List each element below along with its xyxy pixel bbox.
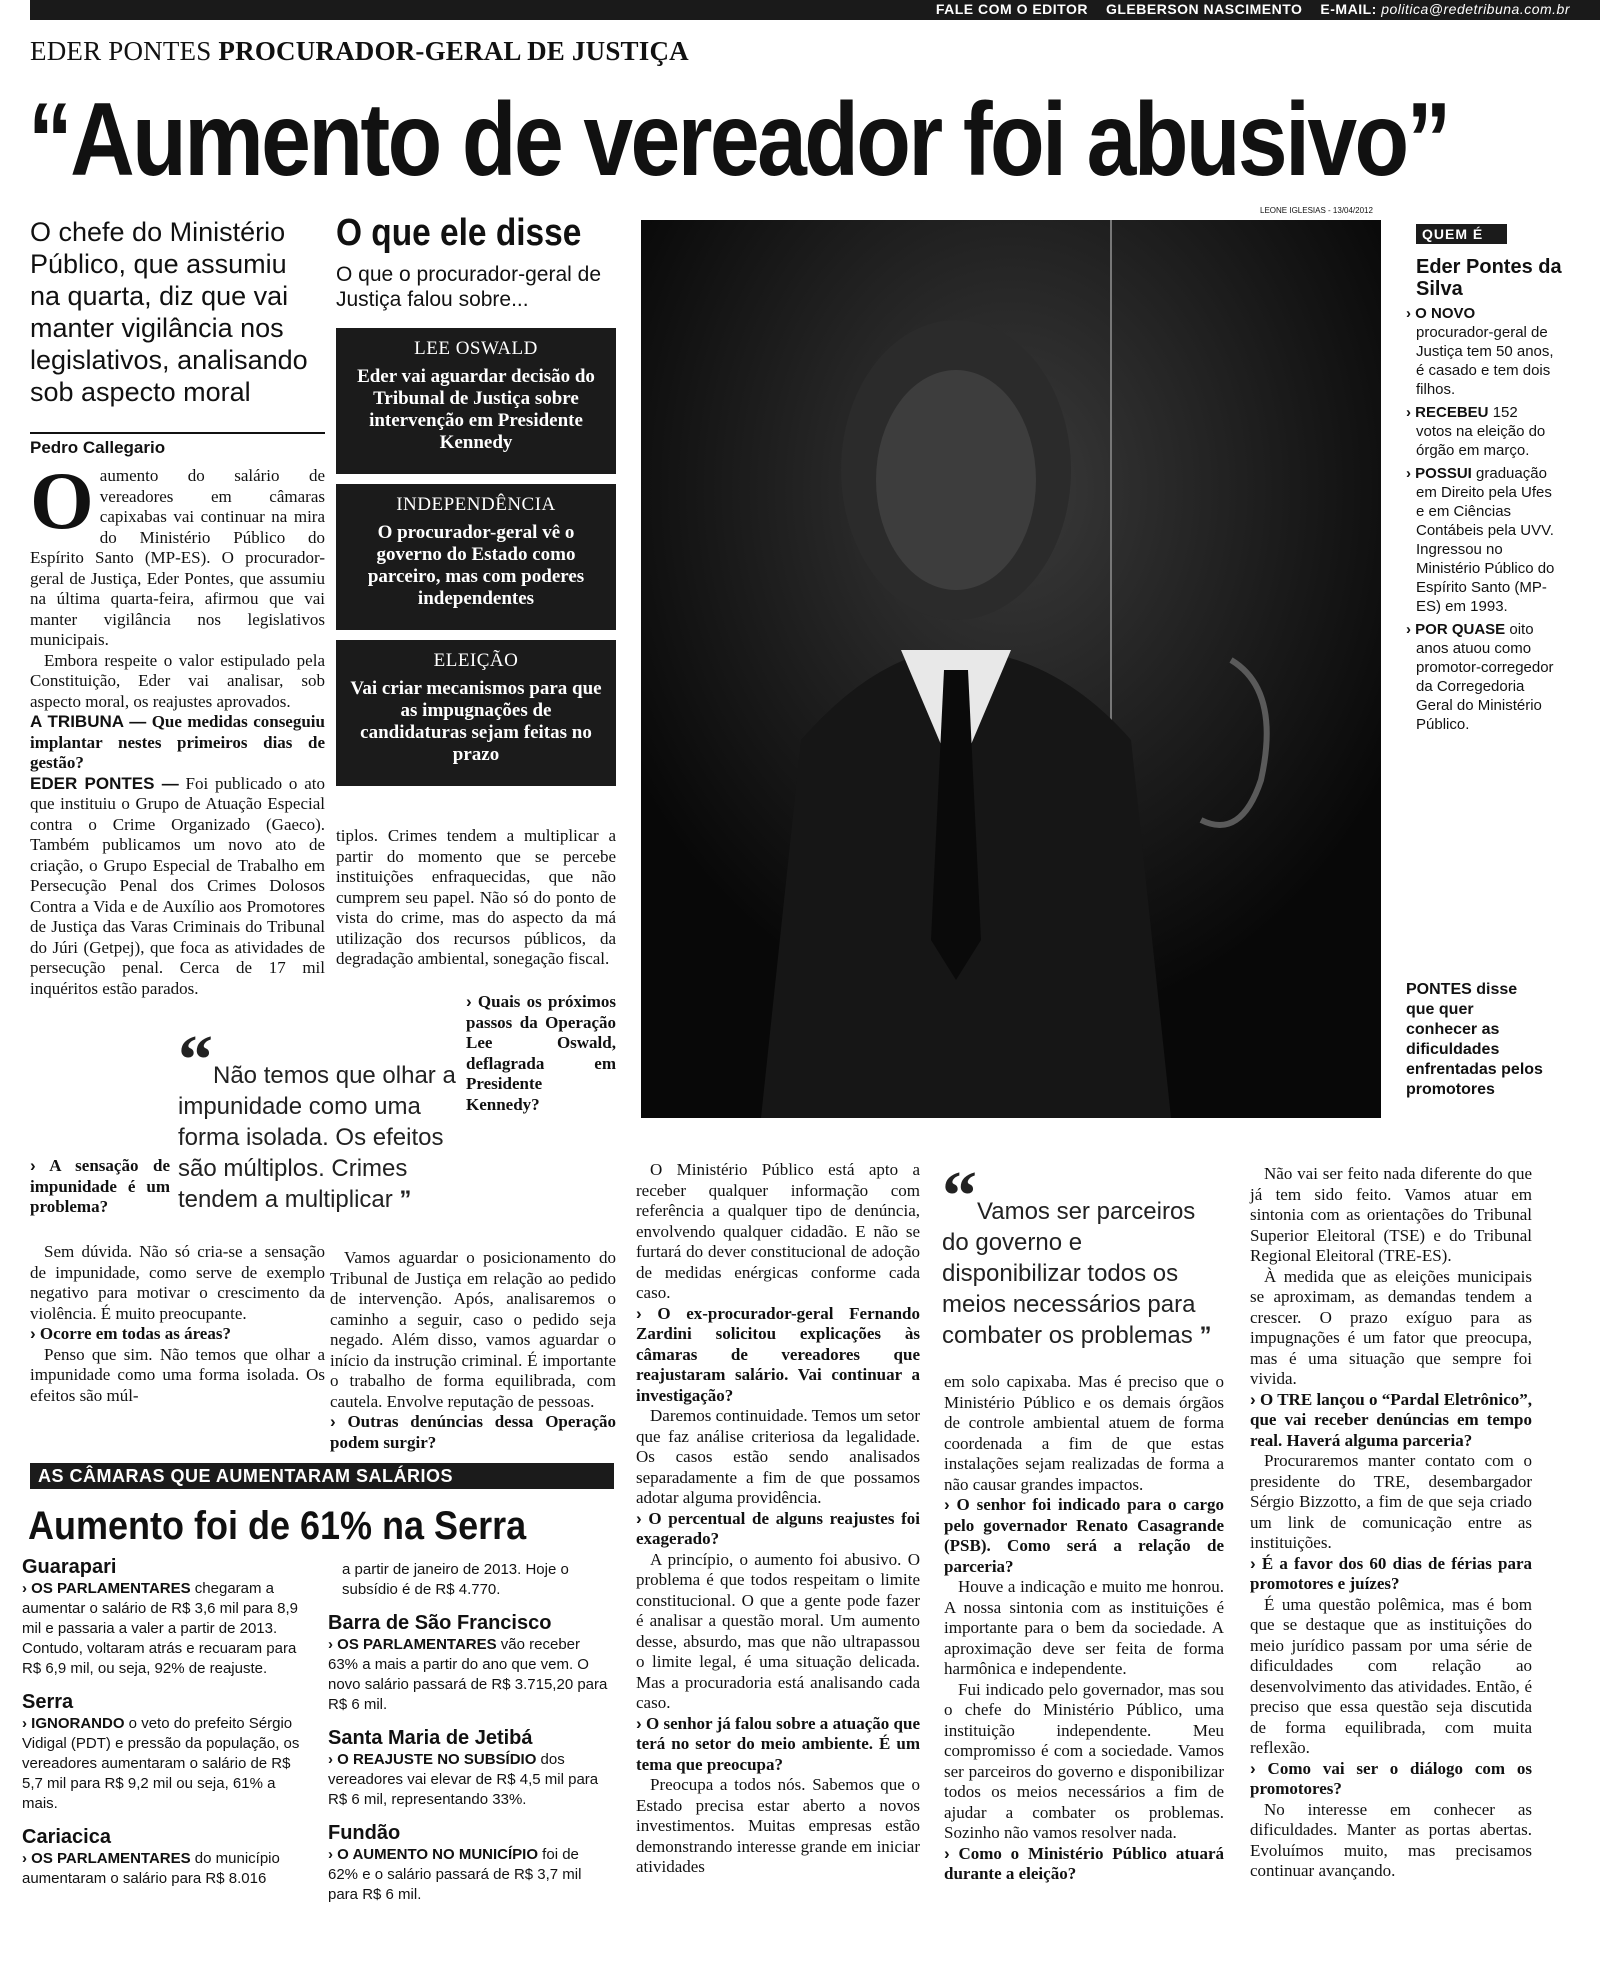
- said-box-topic: ELEIÇÃO: [433, 650, 519, 671]
- answer: Preocupa a todos nós. Sabemos que o Estado precisa estar aberto a novos investimentos. Muitas empresas estão demonstrando interesse grande em iniciar atividades: [636, 1775, 920, 1876]
- article-col-2-bottom: [330, 1248, 616, 1453]
- article-col-2-narrow: [466, 992, 616, 1115]
- open-quote-icon: “: [942, 1158, 977, 1235]
- article-col-3: [636, 1160, 920, 1878]
- city-text: › IGNORANDO o veto do prefeito Sérgio Vidigal (PDT) e pressão da população, os vereadores aumentaram o salário de R$ 5,7 mil para R$ 9,2 mil ou seja, 61% a mais.: [22, 1715, 300, 1812]
- pull-quote-2: [942, 1158, 1227, 1351]
- what-he-said-subtitle: O que o procurador-geral de Justiça falou sobre...: [336, 263, 601, 311]
- said-box-eleicao: [336, 640, 616, 786]
- arrow-icon: ›: [1406, 404, 1411, 421]
- answer: Sem dúvida. Não só cria-se a sensação de impunidade, como serve de exemplo negativo para motivar o crescimento da violência. É muito preocupante.: [30, 1242, 325, 1323]
- answer: Penso que sim. Não temos que olhar a impunidade como uma forma isolada. Os efeitos são múl-: [30, 1344, 325, 1405]
- city-text: › O AUMENTO NO MUNICÍPIO foi de 62% e o salário passará de R$ 3,7 mil para R$ 6 mil.: [328, 1846, 582, 1903]
- answer: Fui indicado pelo governador, mas sou o chefe do Ministério Público, uma instituição independente. Meu compromisso é com a sociedade. Vamos ser parceiros do governo e disponibilizar todos os meios necessários a fim de ajudar a combater os problemas. Sozinho não vamos resolver nada.: [944, 1679, 1224, 1842]
- city-name: Santa Maria de Jetibá: [328, 1727, 533, 1749]
- question: Ocorre em todas as áreas?: [39, 1324, 231, 1343]
- arrow-icon: ›: [30, 1156, 36, 1175]
- question: A sensação de impunidade é um problema?: [30, 1156, 170, 1216]
- arrow-icon: ›: [1406, 621, 1411, 638]
- email-link[interactable]: politica@redetribuna.com.br: [1381, 1, 1570, 17]
- city-text-continued: a partir de janeiro de 2013. Hoje o subsídio é de R$ 4.770.: [342, 1561, 569, 1598]
- photo-caption: [1406, 980, 1546, 1100]
- profile-name: Eder Pontes da Silva: [1416, 256, 1562, 300]
- article-col-1: [30, 455, 325, 999]
- city-text: › OS PARLAMENTARES vão receber 63% a mais a partir do ano que vem. O novo salário passará de R$ 3.715,20 para R$ 6 mil.: [328, 1636, 608, 1713]
- answer: À medida que as eleições municipais se aproximam, as demandas tendem a crescer. O prazo exíguo para as impugnações é um fator que preocupa, mas é uma situação que sempre foi vivida.: [1250, 1266, 1532, 1388]
- paragraph: Embora respeite o valor estipulado pela Constituição, Eder vai analisar, sob aspecto moral, os reajustes aprovados.: [30, 650, 325, 711]
- arrow-icon: ›: [1406, 305, 1411, 322]
- answer: O Ministério Público está apto a receber qualquer informação com referência a qualquer tipo de denúncia, envolvendo qualquer cidadão. E não se furtará do dever constitucional de adoção de medidas enérgicas conforme cada caso.: [636, 1160, 920, 1302]
- kicker-role: PROCURADOR-GERAL DE JUSTIÇA: [218, 36, 689, 66]
- lead-paragraph: aumento do salário de vereadores em câmaras capixabas vai continuar na mira do Ministério Público do Espírito Santo (MP-ES). O procurador-geral de Justiça, Eder Pontes, que assumiu na última quarta-feira, afirmou que vai manter vigilância nos legislativos municipais.: [30, 466, 325, 649]
- answer: Houve a indicação e muito me honrou. A nossa sintonia com as instituições é importante para o bem da sociedade. A aproximação deve ser feita de forma harmônica e independente.: [944, 1577, 1224, 1678]
- deck: O chefe do Ministério Público, que assumiu na quarta, diz que vai manter vigilância nos legislativos, analisando sob aspecto moral: [30, 217, 308, 407]
- said-box-text: O procurador-geral vê o governo do Estado como parceiro, mas com poderes independentes: [367, 522, 585, 609]
- question: O percentual de alguns reajustes foi exagerado?: [636, 1508, 920, 1548]
- answer: Vamos aguardar o posicionamento do Tribunal de Justiça em relação ao pedido de intervenção. Após, analisaremos o caminho a seguir, caso o pedido seja negado. Além disso, vamos aguardar o início da instrução criminal. É importante o trabalho de forma equilibrada, com cautela. Envolve reputação de pessoas.: [330, 1248, 616, 1411]
- profile-item: › RECEBEU 152 votos na eleição do órgão em março.: [1406, 404, 1546, 459]
- said-box-text: Eder vai aguardar decisão do Tribunal de Justiça sobre intervenção em Presidente Kennedy: [357, 366, 595, 453]
- question: Quais os próximos passos da Operação Lee Oswald, deflagrada em Presidente Kennedy?: [466, 992, 616, 1114]
- header-bar: [30, 0, 1600, 20]
- article-col-4: [944, 1372, 1224, 1885]
- city-name: Cariacica: [22, 1826, 111, 1848]
- interviewee-label: EDER PONTES —: [30, 773, 179, 793]
- profile-item: › POSSUI graduação em Direito pela Ufes e em Ciências Contábeis pela UVV. Ingressou no Ministério Público do Espírito Santo (MP-ES) em 1993.: [1406, 465, 1555, 615]
- sidebar-col-right: [328, 1560, 613, 1905]
- open-quote-icon: “: [178, 1022, 213, 1099]
- portrait-photo: [641, 220, 1381, 1118]
- caption-lead: PONTES: [1406, 981, 1472, 998]
- arrow-icon: ›: [1250, 1553, 1256, 1573]
- arrow-icon: ›: [30, 1324, 36, 1343]
- arrow-icon: ›: [1406, 465, 1411, 482]
- drop-cap: O: [30, 455, 94, 546]
- pull-quote-text: Não temos que olhar a impunidade como uma forma isolada. Os efeitos são múltiplos. Crimes tendem a multiplicar: [178, 1062, 456, 1213]
- answer: Procuraremos manter contato com o presidente do TRE, desembargador Sérgio Bizzotto, a fim de que seja criado um link de comunicação entre as instituições.: [1250, 1451, 1532, 1552]
- editor-contact: [936, 1, 1570, 17]
- arrow-icon: ›: [328, 1751, 333, 1768]
- city-text: › O REAJUSTE NO SUBSÍDIO dos vereadores vai elevar de R$ 4,5 mil para R$ 6 mil, representando 33%.: [328, 1751, 599, 1808]
- profile-label: QUEM É: [1416, 224, 1507, 244]
- profile-item: › O NOVO procurador-geral de Justiça tem 50 anos, é casado e tem dois filhos.: [1406, 305, 1554, 398]
- answer: Foi publicado o ato que instituiu o Grupo de Atuação Especial contra o Crime Organizado (Gaeco). Também publicamos um novo ato de criação, o Grupo Especial de Trabalho em Persecução Penal dos Crimes Dolosos Contra a Vida e de Auxílio aos Promotores de Justiça das Varas Criminais do Tribunal do Júri (Getpej), que foca as atividades de persecução penal. Cerca de 17 mil inquéritos estão parados.: [30, 773, 325, 998]
- close-quote-icon: ”: [392, 1186, 412, 1213]
- city-name: Fundão: [328, 1822, 401, 1844]
- profile-item: › POR QUASE oito anos atuou como promotor-corregedor da Corregedoria Geral do Ministério Público.: [1406, 621, 1554, 733]
- editor-name: GLEBERSON NASCIMENTO: [1105, 1, 1303, 17]
- said-box-topic: INDEPENDÊNCIA: [396, 494, 556, 515]
- question: O senhor já falou sobre a atuação que terá no setor do meio ambiente. É um tema que preocupa?: [636, 1713, 920, 1774]
- answer: É uma questão polêmica, mas é bom que se destaque que as instituições do meio jurídico passam por uma série de dificuldades com relação ao desenvolvimento das atividades. Então, é preciso que essa questão seja discutida de forma equilibrada, com muita reflexão.: [1250, 1594, 1532, 1757]
- question: Como o Ministério Público atuará durante a eleição?: [944, 1843, 1224, 1883]
- arrow-icon: ›: [636, 1508, 642, 1528]
- arrow-icon: ›: [636, 1303, 642, 1323]
- headline: “Aumento de vereador foi abusivo”: [28, 82, 1449, 198]
- said-box-topic: LEE OSWALD: [414, 338, 538, 359]
- close-quote-icon: ”: [1192, 1322, 1212, 1349]
- photo-credit: LEONE IGLESIAS - 13/04/2012: [1260, 206, 1373, 215]
- arrow-icon: ›: [1250, 1389, 1256, 1409]
- interviewer-label: A TRIBUNA —: [30, 712, 147, 731]
- question: Que medidas conseguiu implantar nestes primeiros dias de gestão?: [30, 712, 325, 772]
- what-he-said-title: O que ele disse: [336, 212, 582, 254]
- pull-quote-text: Vamos ser parceiros do governo e disponibilizar todos os meios necessários para combater os problemas: [942, 1198, 1196, 1349]
- arrow-icon: ›: [944, 1495, 950, 1514]
- arrow-icon: ›: [330, 1412, 336, 1431]
- said-box-lee-oswald: [336, 328, 616, 474]
- article-col-1-narrow: [30, 1156, 170, 1218]
- city-name: Serra: [22, 1691, 74, 1713]
- question: Como vai ser o diálogo com os promotores?: [1250, 1758, 1533, 1798]
- question: O ex-procurador-geral Fernando Zardini solicitou explicações às câmaras de vereadores que reajustaram salário. Vai continuar a investigação?: [636, 1303, 920, 1405]
- question: É a favor dos 60 dias de férias para promotores e juízes?: [1250, 1553, 1532, 1593]
- portrait-illustration: [641, 220, 1381, 1118]
- question: O senhor foi indicado para o cargo pelo governador Renato Casagrande (PSB). Como será a relação de parceria?: [944, 1495, 1224, 1576]
- pull-quote-1: [178, 1022, 468, 1215]
- arrow-icon: ›: [328, 1846, 333, 1863]
- said-box-text: Vai criar mecanismos para que as impugnações de candidaturas sejam feitas no prazo: [350, 678, 602, 765]
- kicker: [30, 36, 689, 67]
- answer-continued: tiplos. Crimes tendem a multiplicar a partir do momento que se percebe instituições enfraquecidas, que não cumprem seu papel. Não só do ponto de vista do crime, mas do aspecto da má utilização dos recursos públicos, da degradação ambiental, sonegação fiscal.: [336, 826, 616, 968]
- arrow-icon: ›: [944, 1843, 950, 1863]
- arrow-icon: ›: [22, 1715, 27, 1732]
- question: Outras denúncias dessa Operação podem surgir?: [330, 1412, 617, 1452]
- arrow-icon: ›: [22, 1850, 27, 1867]
- caption-text: disse que quer conhecer as dificuldades enfrentadas pelos promotores: [1406, 981, 1543, 1098]
- city-text: › OS PARLAMENTARES chegaram a aumentar o salário de R$ 3,6 mil para 8,9 mil e passaria a valer a partir de 2013. Contudo, voltaram atrás e recuaram para R$ 6,9 mil, ou seja, 92% de reajuste.: [22, 1580, 298, 1677]
- sidebar-headline: Aumento foi de 61% na Serra: [28, 1504, 527, 1548]
- arrow-icon: ›: [1250, 1758, 1256, 1778]
- sidebar-section-bar: AS CÂMARAS QUE AUMENTARAM SALÁRIOS: [30, 1463, 614, 1489]
- kicker-name: EDER PONTES: [30, 36, 212, 66]
- article-col-2-top: [336, 826, 616, 970]
- article-col-5: [1250, 1164, 1532, 1882]
- answer-continued: em solo capixaba. Mas é preciso que o Ministério Público e os demais órgãos de controle ambiental atuem de forma coordenada a fim de que estas instalações sejam realizadas de forma a não causar grandes impactos.: [944, 1372, 1224, 1494]
- article-col-1-bottom: [30, 1242, 325, 1406]
- arrow-icon: ›: [636, 1713, 642, 1733]
- question: O TRE lançou o “Pardal Eletrônico”, que vai receber denúncias em tempo real. Haverá alguma parceria?: [1250, 1389, 1532, 1450]
- sidebar-col-left: [22, 1556, 307, 1889]
- answer: No interesse em conhecer as dificuldades. Manter as portas abertas. Evoluímos muito, mas precisamos continuar avançando.: [1250, 1799, 1532, 1880]
- contact-label: FALE COM O EDITOR: [935, 1, 1088, 17]
- city-name: Barra de São Francisco: [328, 1612, 552, 1634]
- city-text: › OS PARLAMENTARES do município aumentaram o salário para R$ 8.016: [22, 1850, 280, 1887]
- city-name: Guarapari: [22, 1556, 117, 1578]
- arrow-icon: ›: [328, 1636, 333, 1653]
- arrow-icon: ›: [22, 1580, 27, 1597]
- answer: Daremos continuidade. Temos um setor que faz análise criteriosa da legalidade. Os casos estão sendo analisados separadamente a fim de que possamos adotar alguma providência.: [636, 1406, 920, 1507]
- email-label: E-MAIL:: [1320, 1, 1377, 17]
- arrow-icon: ›: [466, 992, 472, 1011]
- said-box-independencia: [336, 484, 616, 630]
- answer: A princípio, o aumento foi abusivo. O problema é que todos respeitam o limite constitucional. O que a gente pode fazer é analisar a questão moral. Um aumento desse, absurdo, mas que não ultrapassou o limite legal, é uma situação delicada. Mas a procuradoria está analisando cada caso.: [636, 1549, 920, 1712]
- profile-items: [1406, 304, 1556, 738]
- answer: Não vai ser feito nada diferente do que já tem sido feito. Vamos atuar em sintonia com as orientações do Tribunal Superior Eleitoral (TSE) e do Tribunal Regional Eleitoral (TRE-ES).: [1250, 1164, 1532, 1265]
- byline: Pedro Callegario: [30, 432, 325, 458]
